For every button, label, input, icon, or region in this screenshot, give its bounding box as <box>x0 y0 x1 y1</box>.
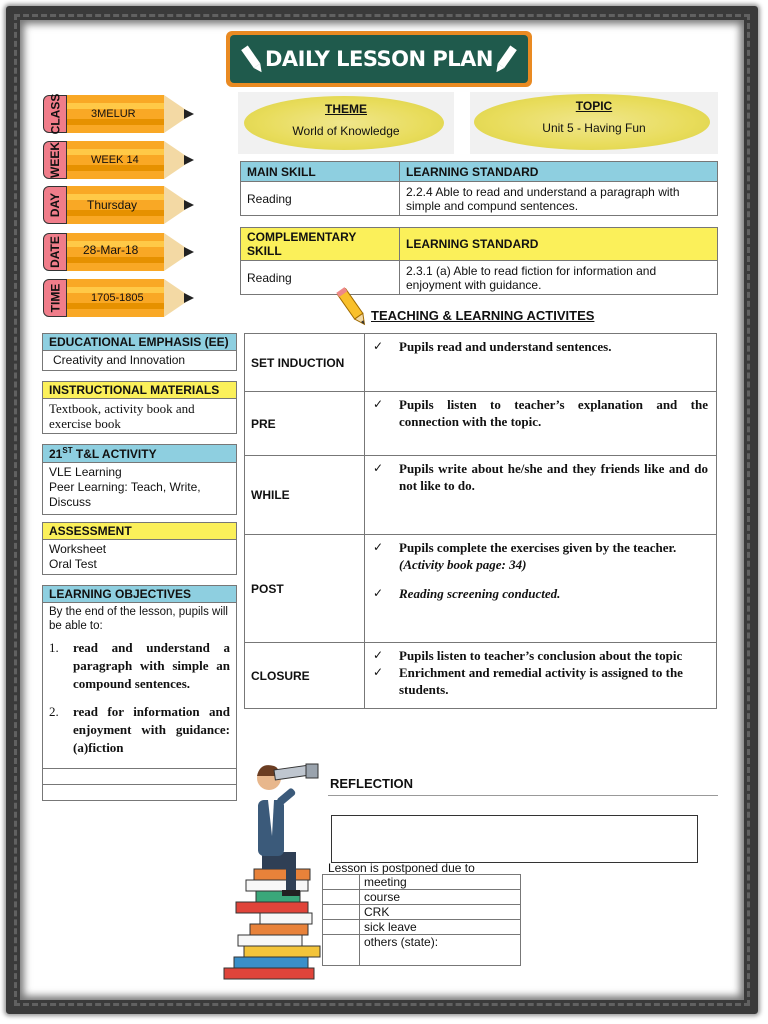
reflection-divider <box>328 795 718 796</box>
reflection-heading: REFLECTION <box>330 776 414 791</box>
week-pencil <box>43 141 195 179</box>
learning-standard-header: LEARNING STANDARD <box>400 228 718 261</box>
option-label: CRK <box>360 905 521 920</box>
title-board <box>226 31 532 87</box>
topic-heading: TOPIC <box>575 99 613 113</box>
assessment-line: Oral Test <box>49 557 97 571</box>
assessment-box <box>42 522 237 575</box>
learning-standard-header: LEARNING STANDARD <box>400 162 718 182</box>
theme-value: World of Knowledge <box>292 124 400 138</box>
option-checkbox[interactable] <box>323 920 360 935</box>
stage-row <box>245 643 717 709</box>
activity-item: ✓ Pupils complete the exercises given by the teacher. <box>373 540 677 555</box>
option-checkbox[interactable] <box>323 875 360 890</box>
complementary-skill-table <box>240 227 718 295</box>
stage-row <box>245 334 717 392</box>
activity-item: ✓ Reading screening conducted. <box>373 586 561 601</box>
main-skill-header: MAIN SKILL <box>241 162 400 182</box>
activities-heading: TEACHING & LEARNING ACTIVITES <box>371 308 595 323</box>
option-label: sick leave <box>360 920 521 935</box>
check-icon: ✓ <box>373 461 384 475</box>
class-value: 3MELUR <box>91 108 136 120</box>
class-pencil <box>43 95 195 133</box>
time-value: 1705-1805 <box>91 292 144 304</box>
theme-heading: THEME <box>325 102 367 116</box>
option-label: meeting <box>360 875 521 890</box>
objectives-intro: By the end of the lesson, pupils will be able to: <box>49 606 228 632</box>
week-value: WEEK 14 <box>91 154 139 166</box>
activity-item: ✓ Enrichment and remedial activity is assigned to the students. <box>373 665 683 697</box>
day-value: Thursday <box>87 198 138 212</box>
pencil-label: TIME <box>48 283 63 313</box>
main-skill-table <box>240 161 718 216</box>
main-learning-standard: 2.2.4 Able to read and understand a paragraph with simple and compund sentences. <box>400 182 718 216</box>
stage-name: SET INDUCTION <box>245 334 365 392</box>
pencil-label: CLASS <box>48 93 63 135</box>
activity-note: (Activity book page: 34) <box>399 557 527 572</box>
pencil-icon <box>336 286 370 330</box>
stage-name: PRE <box>245 392 365 456</box>
ee-value: Creativity and Innovation <box>53 353 186 367</box>
pencil-label: DATE <box>48 236 62 268</box>
man-on-books-illustration <box>220 756 324 982</box>
option-checkbox[interactable] <box>323 935 360 966</box>
activity-item: ✓ Pupils write about he/she and they friends like and do not like to do. <box>373 461 708 493</box>
ee-heading: EDUCATIONAL EMPHASIS (EE) <box>43 334 236 351</box>
materials-box <box>42 381 237 434</box>
topic-value: Unit 5 - Having Fun <box>542 121 646 135</box>
objective-item: 1. read and understand a paragraph with simple an compound sentences. <box>49 640 230 691</box>
option-checkbox[interactable] <box>323 905 360 920</box>
check-icon: ✓ <box>373 339 384 353</box>
tl-activity-box <box>42 444 237 515</box>
complementary-skill-header: COMPLEMENTARY SKILL <box>241 228 400 261</box>
activities-table <box>244 333 717 709</box>
assessment-line: Worksheet <box>49 542 107 556</box>
topic-panel <box>470 92 718 154</box>
check-icon: ✓ <box>373 648 384 662</box>
stage-row <box>245 535 717 643</box>
check-icon: ✓ <box>373 586 384 600</box>
assessment-heading: ASSESSMENT <box>43 523 236 540</box>
complementary-skill-value: Reading <box>241 261 400 295</box>
postponed-label: Lesson is postponed due to <box>328 861 475 875</box>
stage-row <box>245 392 717 456</box>
stage-name: CLOSURE <box>245 643 365 709</box>
activity-item: ✓ Pupils listen to teacher’s conclusion about the topic <box>373 648 683 663</box>
postponed-table <box>322 874 521 966</box>
stage-name: WHILE <box>245 456 365 535</box>
day-pencil <box>43 186 195 224</box>
stage-row <box>245 456 717 535</box>
pencil-label: DAY <box>48 192 63 218</box>
tl-line: VLE Learning <box>49 465 122 479</box>
date-value: 28-Mar-18 <box>83 243 139 257</box>
activity-item: ✓ Pupils read and understand sentences. <box>373 339 612 354</box>
objectives-heading: LEARNING OBJECTIVES <box>43 586 236 603</box>
option-checkbox[interactable] <box>323 890 360 905</box>
materials-value: Textbook, activity book and exercise book <box>49 401 195 431</box>
objective-item: 2. read for information and enjoyment with guidance: (a)fiction <box>49 704 230 755</box>
time-pencil <box>43 279 195 317</box>
date-pencil <box>43 233 195 271</box>
ee-box <box>42 333 237 371</box>
main-skill-value: Reading <box>241 182 400 216</box>
complementary-learning-standard: 2.3.1 (a) Able to read fiction for information and enjoyment with guidance. <box>400 261 718 295</box>
check-icon: ✓ <box>373 540 384 554</box>
tl-heading: 21ST T&L ACTIVITY <box>43 445 236 463</box>
check-icon: ✓ <box>373 665 384 679</box>
theme-panel <box>238 92 454 154</box>
reflection-input[interactable] <box>331 815 698 863</box>
tl-line: Peer Learning: Teach, Write, Discuss <box>49 480 201 509</box>
pencil-label: WEEK <box>48 142 62 178</box>
activity-item: ✓ Pupils listen to teacher’s explanation and the connection with the topic. <box>373 397 708 429</box>
option-label: course <box>360 890 521 905</box>
objectives-box <box>42 585 237 801</box>
option-label: others (state): <box>360 935 521 966</box>
stage-name: POST <box>245 535 365 643</box>
materials-heading: INSTRUCTIONAL MATERIALS <box>43 382 236 399</box>
page-title: DAILY LESSON PLAN <box>265 47 493 71</box>
check-icon: ✓ <box>373 397 384 411</box>
